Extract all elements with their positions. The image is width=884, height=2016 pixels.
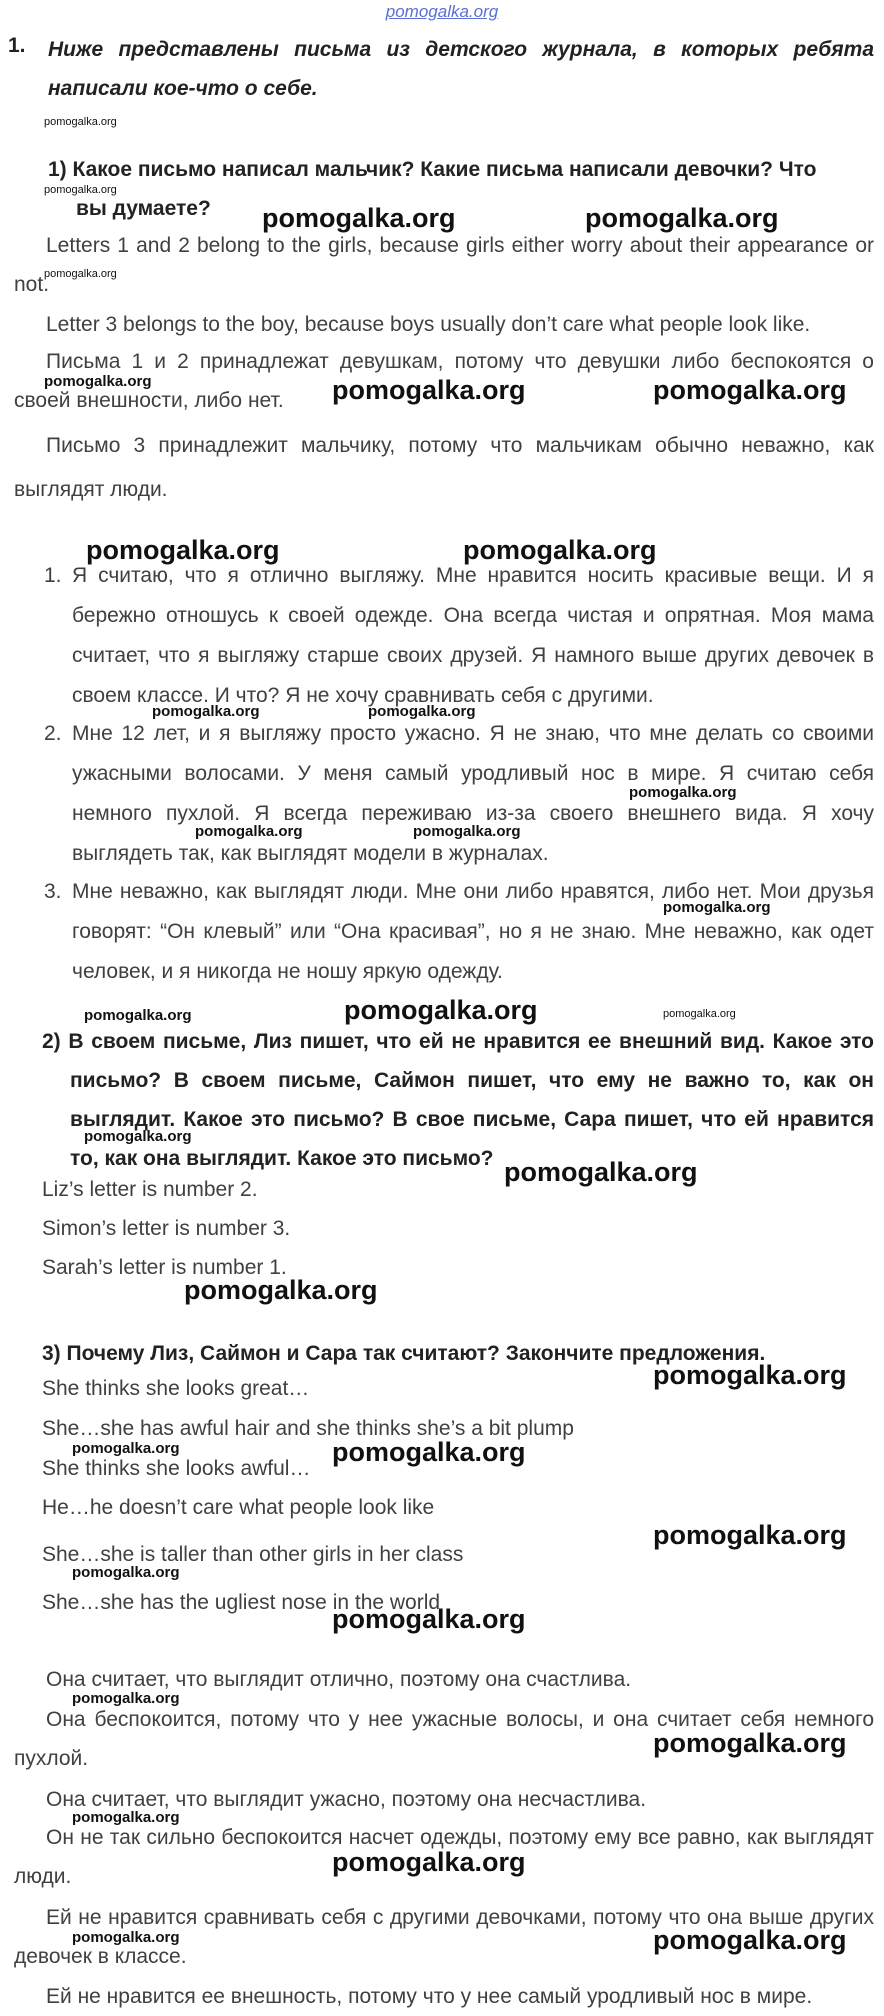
watermark: pomogalka.org <box>653 1360 847 1390</box>
watermark: pomogalka.org <box>72 1690 180 1707</box>
watermark: pomogalka.org <box>653 1520 847 1550</box>
q1-answer-1: Letters 1 and 2 belong to the girls, because girls either worry about their appearance or not. <box>14 234 874 296</box>
letter-1-number: 1. <box>44 564 62 587</box>
watermark: pomogalka.org <box>184 1275 378 1305</box>
watermark: pomogalka.org <box>332 375 526 405</box>
q2-answer-2: Simon’s letter is number 3. <box>42 1217 291 1240</box>
watermark: pomogalka.org <box>344 995 538 1025</box>
watermark: pomogalka.org <box>629 784 737 801</box>
watermark: pomogalka.org <box>663 1008 736 1020</box>
letter-3-number: 3. <box>44 880 62 903</box>
watermark: pomogalka.org <box>86 535 280 565</box>
letter-2-number: 2. <box>44 722 62 745</box>
q3-russian-6: Ей не нравится ее внешность, потому что у нее самый уродливый нос в мире. <box>46 1985 813 2008</box>
q3-russian-3: Она считает, что выглядит ужасно, поэтому она несчастлива. <box>46 1788 647 1811</box>
watermark: pomogalka.org <box>368 703 476 720</box>
watermark: pomogalka.org <box>585 203 779 233</box>
q3-question: 3) Почему Лиз, Саймон и Сара так считают? Закончите предложения. <box>42 1342 766 1365</box>
q2-answer-1: Liz’s letter is number 2. <box>42 1178 258 1201</box>
watermark: pomogalka.org <box>84 1007 192 1024</box>
watermark: pomogalka.org <box>44 184 117 196</box>
q1-answer-3: Письма 1 и 2 принадлежат девушкам, потому что девушки либо беспокоятся о своей внешности, либо нет. <box>14 350 874 412</box>
letter-2-text: Мне 12 лет, и я выгляжу просто ужасно. Я не знаю, что мне делать со своими ужасными волосами. У меня самый уродливый нос в мире. Я считаю себя немного пухлой. Я всегда переживаю из-за своего внешнего вида. Я хочу выглядеть так, как выглядят модели в журналах. <box>72 722 874 865</box>
q3-answer-2: She…she has awful hair and she thinks she’s a bit plump <box>42 1417 574 1440</box>
watermark: pomogalka.org <box>413 823 521 840</box>
watermark: pomogalka.org <box>44 268 117 280</box>
watermark: pomogalka.org <box>463 535 657 565</box>
q2-question: 2) В своем письме, Лиз пишет, что ей не нравится ее внешний вид. Какое это письмо? В своем письме, Саймон пишет, что ему не важно то, как он выглядит. Какое это письмо? В свое письме, Сара пишет, что ей нравится то, как она выглядит. Какое это письмо? <box>42 1030 874 1170</box>
task-number: 1. <box>8 34 26 57</box>
q3-answer-6: She…she has the ugliest nose in the world <box>42 1591 441 1614</box>
watermark: pomogalka.org <box>653 375 847 405</box>
watermark: pomogalka.org <box>663 899 771 916</box>
letter-3-text: Мне неважно, как выглядят люди. Мне они либо нравятся, либо нет. Мои друзья говорят: “Он клевый” или “Она красивая”, но я не знаю. Мне неважно, как одет человек, и я никогда не ношу яркую одежду. <box>72 880 874 983</box>
watermark: pomogalka.org <box>262 203 456 233</box>
letter-1-text: Я считаю, что я отлично выгляжу. Мне нравится носить красивые вещи. И я бережно отношусь к своей одежде. Она всегда чистая и опрятная. Моя мама считает, что я выгляжу старше своих друзей. Я намного выше других девочек в своем классе. И что? Я не хочу сравнивать себя с другими. <box>72 564 874 707</box>
watermark: pomogalka.org <box>332 1847 526 1877</box>
watermark: pomogalka.org <box>72 1929 180 1946</box>
q2-answer-3: Sarah’s letter is number 1. <box>42 1256 287 1279</box>
watermark: pomogalka.org <box>44 116 117 128</box>
watermark: pomogalka.org <box>332 1604 526 1634</box>
q3-russian-4: Он не так сильно беспокоится насчет одежды, поэтому ему все равно, как выглядят люди. <box>14 1826 874 1888</box>
watermark: pomogalka.org <box>72 1564 180 1581</box>
watermark: pomogalka.org <box>72 1809 180 1826</box>
watermark: pomogalka.org <box>504 1157 698 1187</box>
q3-answer-4: He…he doesn’t care what people look like <box>42 1496 435 1519</box>
watermark: pomogalka.org <box>653 1925 847 1955</box>
watermark: pomogalka.org <box>44 373 152 390</box>
q1-answer-4: Письмо 3 принадлежит мальчику, потому что мальчикам обычно неважно, как выглядят люди. <box>14 434 874 501</box>
watermark: pomogalka.org <box>195 823 303 840</box>
q1-answer-2: Letter 3 belongs to the boy, because boys usually don’t care what people look like. <box>46 313 811 336</box>
watermark: pomogalka.org <box>152 703 260 720</box>
letter-1 <box>44 556 874 716</box>
q3-russian-2: Она беспокоится, потому что у нее ужасные волосы, и она считает себя немного пухлой. <box>14 1708 874 1770</box>
task-intro: Ниже представлены письма из детского журнала, в которых ребята написали кое-что о себе. <box>48 38 874 100</box>
watermark: pomogalka.org <box>84 1128 192 1145</box>
q3-russian-1: Она считает, что выглядит отлично, поэтому она счастлива. <box>46 1668 632 1691</box>
q1-question: 1) Какое письмо написал мальчик? Какие письма написали девочки? Что вы думаете? <box>48 158 817 220</box>
q3-answer-5: She…she is taller than other girls in her class <box>42 1543 464 1566</box>
watermark: pomogalka.org <box>653 1728 847 1758</box>
header-watermark[interactable]: pomogalka.org <box>385 2 499 21</box>
q3-russian-5: Ей не нравится сравнивать себя с другими девочками, потому что она выше других девочек в классе. <box>14 1906 874 1968</box>
q3-answer-1: She thinks she looks great… <box>42 1377 310 1400</box>
letter-2 <box>44 714 874 874</box>
letter-3 <box>44 872 874 992</box>
q3-answer-3: She thinks she looks awful… <box>42 1457 311 1480</box>
watermark: pomogalka.org <box>332 1437 526 1467</box>
watermark: pomogalka.org <box>72 1440 180 1457</box>
